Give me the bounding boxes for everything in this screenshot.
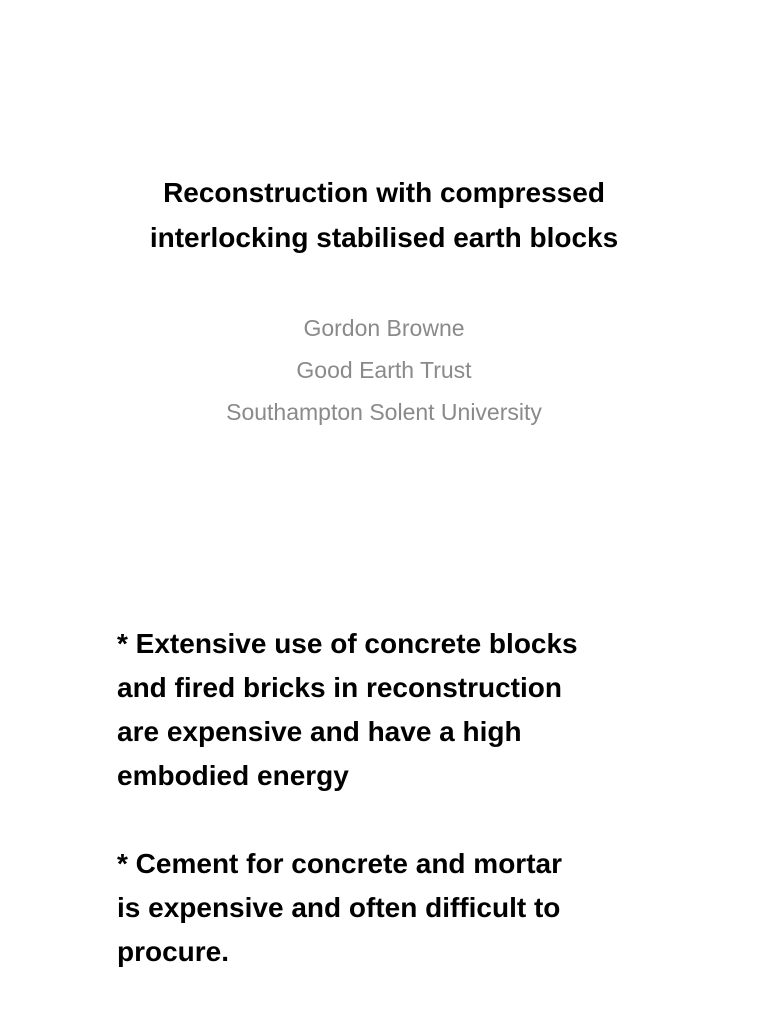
author-affiliation: Good Earth Trust xyxy=(296,357,472,383)
author-block xyxy=(84,307,684,433)
bullet-line: is expensive and often difficult to xyxy=(117,892,561,923)
bullet-list xyxy=(117,622,737,974)
author-affiliation: Southampton Solent University xyxy=(226,399,542,425)
bullet-line: are expensive and have a high xyxy=(117,716,522,747)
bullet-line: and fired bricks in reconstruction xyxy=(117,672,562,703)
title-line: Reconstruction with compressed xyxy=(163,177,605,208)
bullet-line: procure. xyxy=(117,936,230,967)
bullet-item xyxy=(117,622,737,798)
bullet-line: embodied energy xyxy=(117,760,349,791)
bullet-line: * Cement for concrete and mortar xyxy=(117,848,562,879)
bullet-line: * Extensive use of concrete blocks xyxy=(117,628,578,659)
author-name: Gordon Browne xyxy=(303,315,465,341)
bullet-item xyxy=(117,842,737,974)
document-title xyxy=(84,170,684,260)
title-line: interlocking stabilised earth blocks xyxy=(149,222,619,253)
